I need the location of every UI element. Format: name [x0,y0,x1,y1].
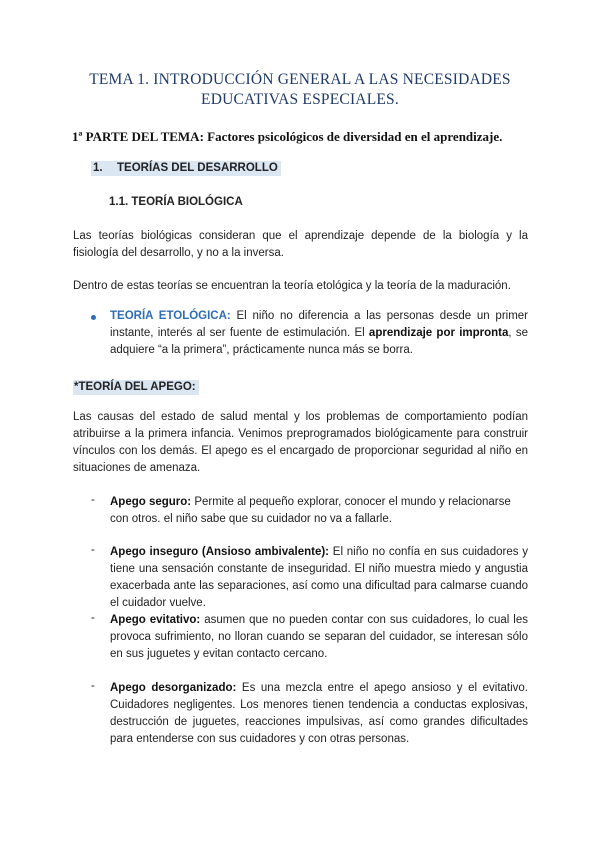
title-line-2: EDUCATIVAS ESPECIALES. [201,91,399,108]
document-title [60,70,540,110]
apego-item-text: Permite al pequeño explorar, conocer el mundo y relacionarse con otros. el niño sabe que su cuidador no va a fallarle. [110,496,511,525]
etologica-paragraph [110,308,528,359]
bullet-icon [91,315,96,320]
apego-item-seguro [110,494,528,528]
section-number: 1. [93,162,103,174]
apego-item-text: Es una mezcla entre el apego ansioso y el evitativo. Cuidadores negligentes. Los menores tienen tendencia a conductas explosivas, destrucción de juguetes, reacciones impulsivas, así como grandes dificultades para entenderse con sus cuidadores y con otras personas. [110,682,528,745]
apego-item-evitativo [110,612,528,663]
part-heading: 1ª PARTE DEL TEMA: Factores psicológicos de diversidad en el aprendizaje. [72,129,503,144]
apego-item-desorganizado [110,680,528,748]
etologica-bold: aprendizaje por impronta [368,327,509,339]
list-dash: - [91,612,95,624]
apego-heading: *TEORÍA DEL APEGO: [73,380,199,395]
list-dash: - [91,680,95,692]
section-label: TEORÍAS DEL DESARROLLO [117,162,278,174]
apego-item-label: Apego inseguro (Ansioso ambivalente): [110,546,329,558]
apego-intro-paragraph: Las causas del estado de salud mental y los problemas de comportamiento podían atribuirse a la primera infancia. Venimos preprogramados biológicamente para construir vínculos con los demás. El apego es el encargado de proporcionar seguridad al niño en situaciones de amenaza. [73,411,528,474]
etologica-label: TEORÍA ETOLÓGICA: [110,310,231,322]
section-heading [91,161,281,176]
intro-paragraph-2: Dentro de estas teorías se encuentran la teoría etológica y la teoría de la maduración. [73,280,511,292]
list-dash: - [91,494,95,506]
apego-item-text: El niño no confía en sus cuidadores y tiene una sensación constante de inseguridad. El niño muestra miedo y angustia exacerbada ante las separaciones, así como una dificultad para calmarse cuando el cuidador vuelve. [110,546,529,609]
etologica-text-2: , se adquiere “a la primera”, prácticamente nunca más se borra. [110,327,528,356]
list-dash: - [91,544,95,556]
subsection-heading: 1.1. TEORÍA BIOLÓGICA [109,196,243,208]
apego-item-label: Apego seguro: [110,496,192,508]
title-line-1: TEMA 1. INTRODUCCIÓN GENERAL A LAS NECESIDADES [89,71,511,88]
etologica-text-1: El niño no diferencia a las personas desde un primer instante, interés al ser fuente de estimulación. El [110,310,529,339]
intro-paragraph: Las teorías biológicas consideran que el aprendizaje depende de la biología y la fisiología del desarrollo, y no a la inversa. [73,230,528,259]
apego-item-inseguro [110,544,528,612]
apego-item-text: asumen que no pueden contar con sus cuidadores, lo cual les provoca sufrimiento, no lloran cuando se separan del cuidador, se interesan sólo en sus juguetes y evitan contacto cercano. [110,614,528,660]
apego-item-label: Apego desorganizado: [110,682,237,694]
apego-item-label: Apego evitativo: [110,614,201,626]
